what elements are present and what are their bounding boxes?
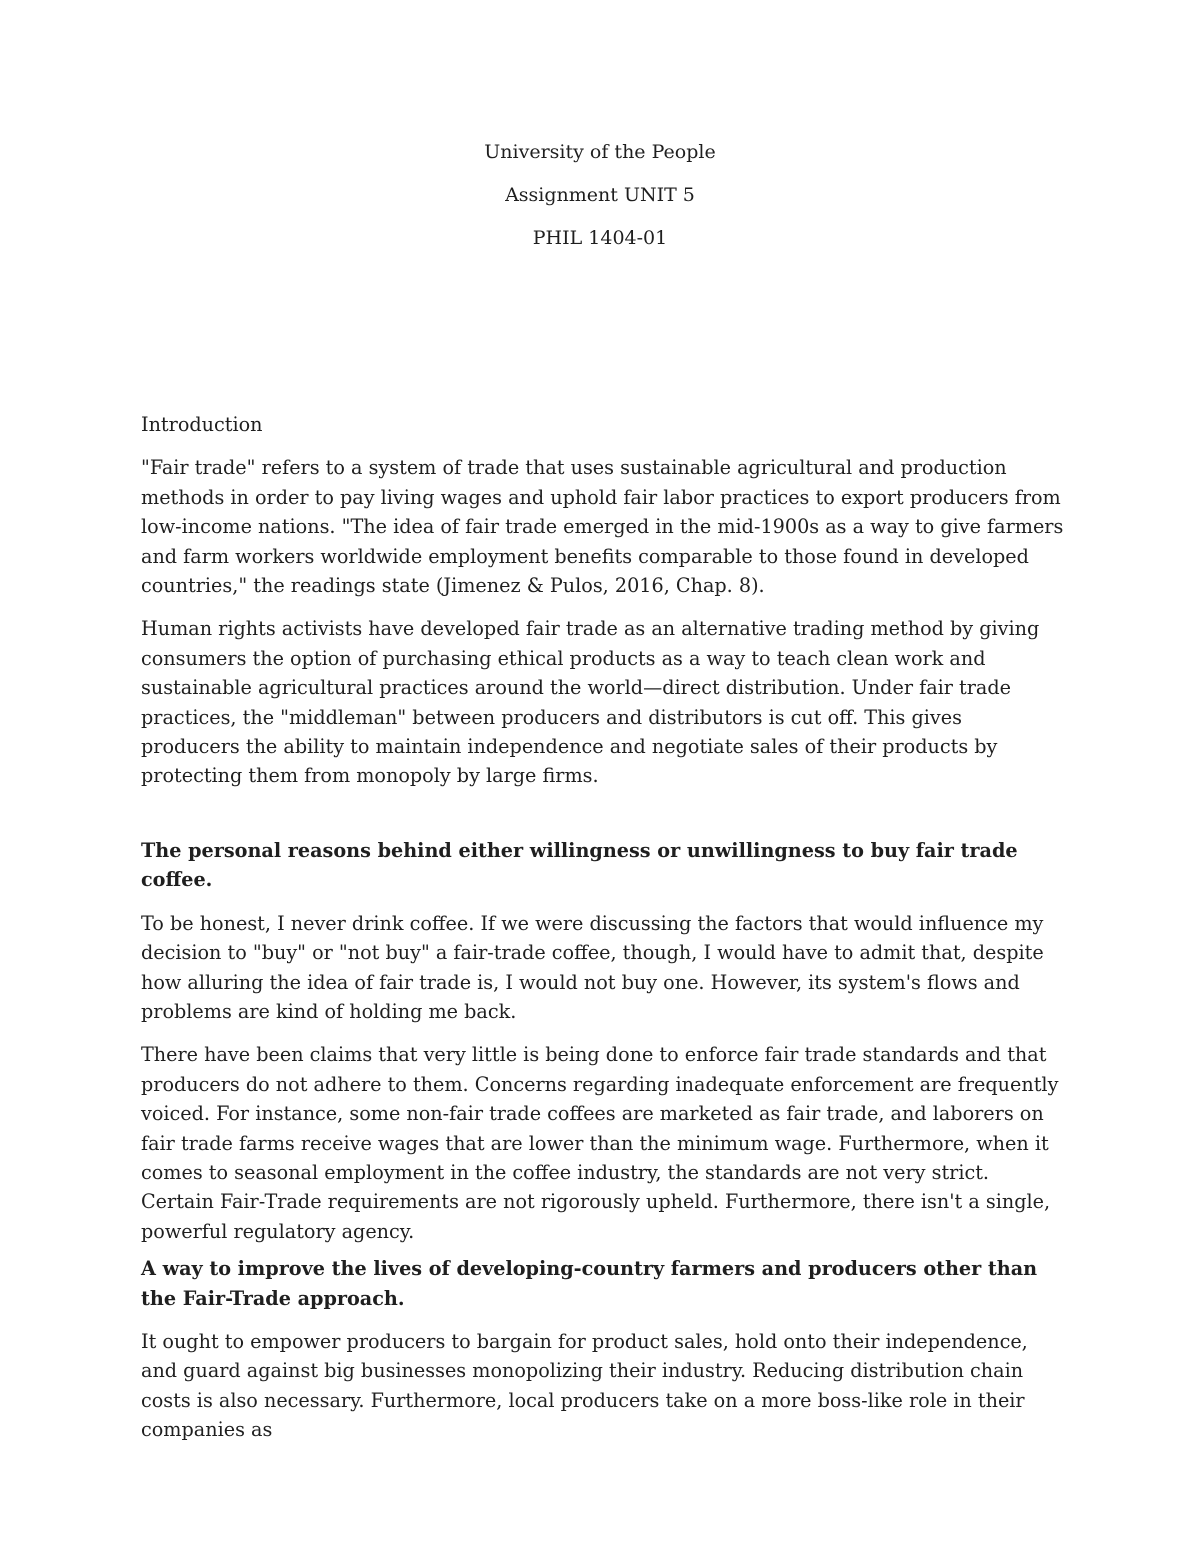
course-code: PHIL 1404-01 xyxy=(532,227,668,249)
alternative-way-paragraph-1: It ought to empower producers to bargain for product sales, hold onto their independence, and guard against big businesses monopolizing their industry. Reducing distribution chain costs is also necessary. Furthermore, local producers take on a more boss-like role in their companies as xyxy=(141,1329,1028,1442)
introduction-paragraph-2: Human rights activists have developed fair trade as an alternative trading method by giving consumers the option of purchasing ethical products as a way to teach clean work and sustainable agricultural practices around the world—direct distribution. Under fair trade practices, the "middleman" between producers and distributors is cut off. This gives producers the ability to maintain independence and negotiate sales of their products by protecting them from monopoly by large firms. xyxy=(141,617,1040,788)
assignment-title: Assignment UNIT 5 xyxy=(505,184,695,206)
title-block xyxy=(0,141,1200,270)
personal-reasons-paragraph-2: There have been claims that very little is being done to enforce fair trade standards and that producers do not adhere to them. Concerns regarding inadequate enforcement are frequently voiced. For instance, some non-fair trade coffees are marketed as fair trade, and laborers on fair trade farms receive wages that are lower than the minimum wage. Furthermore, when it comes to seasonal employment in the coffee industry, the standards are not very strict. Certain Fair-Trade requirements are not rigorously upheld. Furthermore, there isn't a single, powerful regulatory agency. xyxy=(141,1043,1059,1243)
section-heading-personal-reasons: The personal reasons behind either willingness or unwillingness to buy fair trade coffee. xyxy=(141,838,1018,892)
university-name: University of the People xyxy=(484,141,716,163)
introduction-paragraph-1: "Fair trade" refers to a system of trade that uses sustainable agricultural and production methods in order to pay living wages and uphold fair labor practices to export producers from low-income nations. "The idea of fair trade emerged in the mid-1900s as a way to give farmers and farm workers worldwide employment benefits comparable to those found in developed countries," the readings state (Jimenez & Pulos, 2016, Chap. 8). xyxy=(141,456,1064,598)
personal-reasons-paragraph-1: To be honest, I never drink coffee. If we were discussing the factors that would influence my decision to "buy" or "not buy" a fair-trade coffee, though, I would have to admit that, despite how alluring the idea of fair trade is, I would not buy one. However, its system's flows and problems are kind of holding me back. xyxy=(141,911,1044,1023)
introduction-heading: Introduction xyxy=(141,413,263,436)
section-heading-alternative-way: A way to improve the lives of developing-country farmers and producers other than the Fair-Trade approach. xyxy=(141,1257,1038,1310)
document-body xyxy=(141,410,1066,1445)
